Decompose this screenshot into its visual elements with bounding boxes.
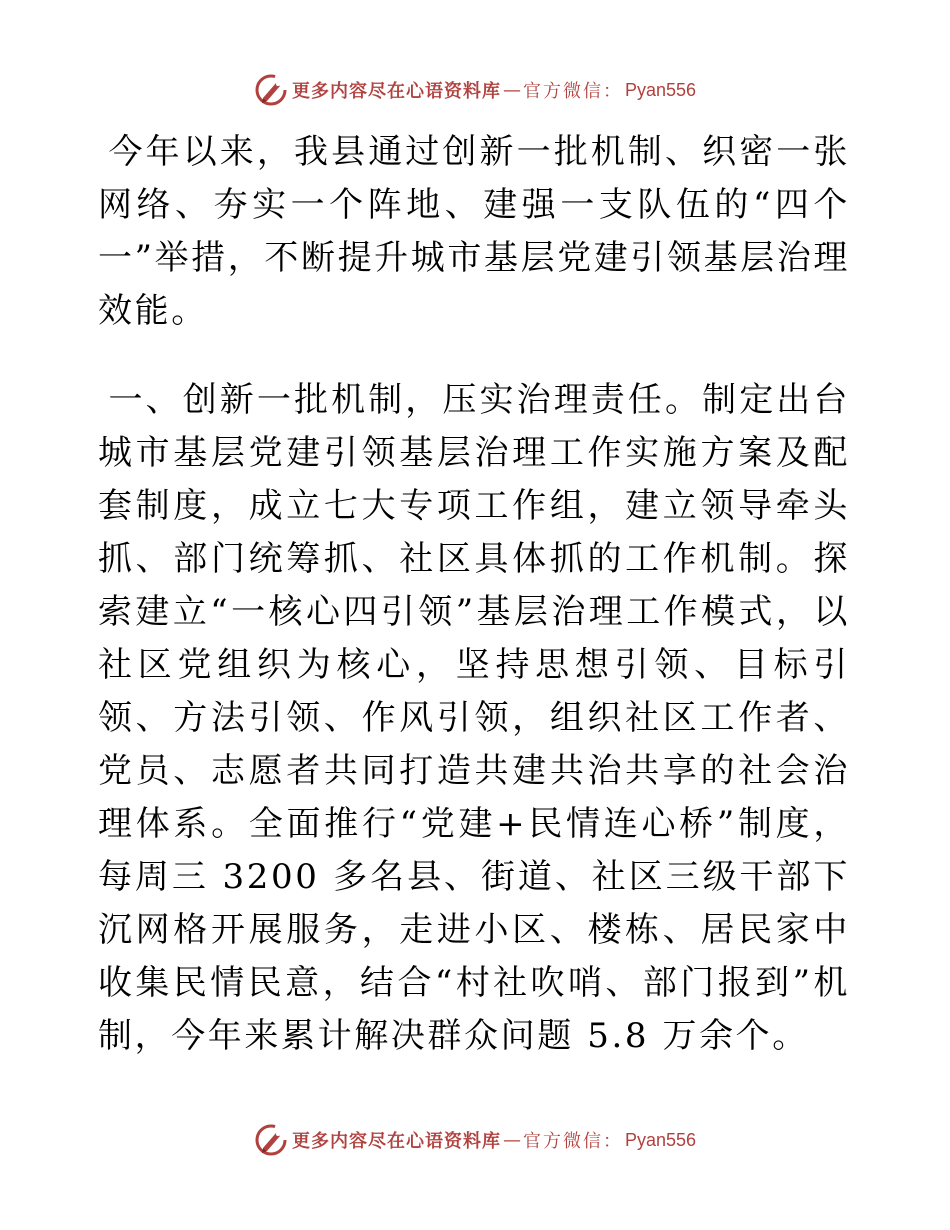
- watermark-official-label: 官方微信：: [522, 81, 623, 102]
- watermark-wechat-id: Pyan556: [624, 79, 697, 100]
- paragraph-intro-text: 今年以来，我县通过创新一批机制、织密一张网络、夯实一个阵地、建强一支队伍的“四个一”举措，不断提升城市基层党建引领基层治理效能。: [98, 132, 850, 331]
- watermark-text: 更多内容尽在心语资料库: [291, 81, 501, 102]
- document-body: [98, 126, 850, 1063]
- watermark-separator: —: [502, 1129, 521, 1151]
- watermark-separator: —: [502, 79, 521, 101]
- pen-logo-icon: [254, 1123, 288, 1157]
- paragraph-intro: [98, 126, 850, 338]
- paragraph-section-one-text: 一、创新一批机制，压实治理责任。制定出台城市基层党建引领基层治理工作实施方案及配套制度，成立七大专项工作组，建立领导牵头抓、部门统筹抓、社区具体抓的工作机制。探索建立“一核心四引领”基层治理工作模式，以社区党组织为核心，坚持思想引领、目标引领、方法引领、作风引领，组织社区工作者、党员、志愿者共同打造共建共治共享的社会治理体系。全面推行“党建+民情连心桥”制度，每周三 3200 多名县、街道、社区三级干部下沉网格开展服务，走进小区、楼栋、居民家中收集民情民意，结合“村社吹哨、部门报到”机制，今年来累计解决群众问题 5.8 万余个。: [98, 380, 850, 1056]
- footer-watermark: [0, 1120, 950, 1160]
- watermark-wechat-id: Pyan556: [624, 1129, 697, 1150]
- paragraph-section-one: [98, 374, 850, 1063]
- watermark-text: 更多内容尽在心语资料库: [291, 1131, 501, 1152]
- watermark-official-label: 官方微信：: [522, 1131, 623, 1152]
- header-watermark: [0, 70, 950, 110]
- pen-logo-icon: [254, 73, 288, 107]
